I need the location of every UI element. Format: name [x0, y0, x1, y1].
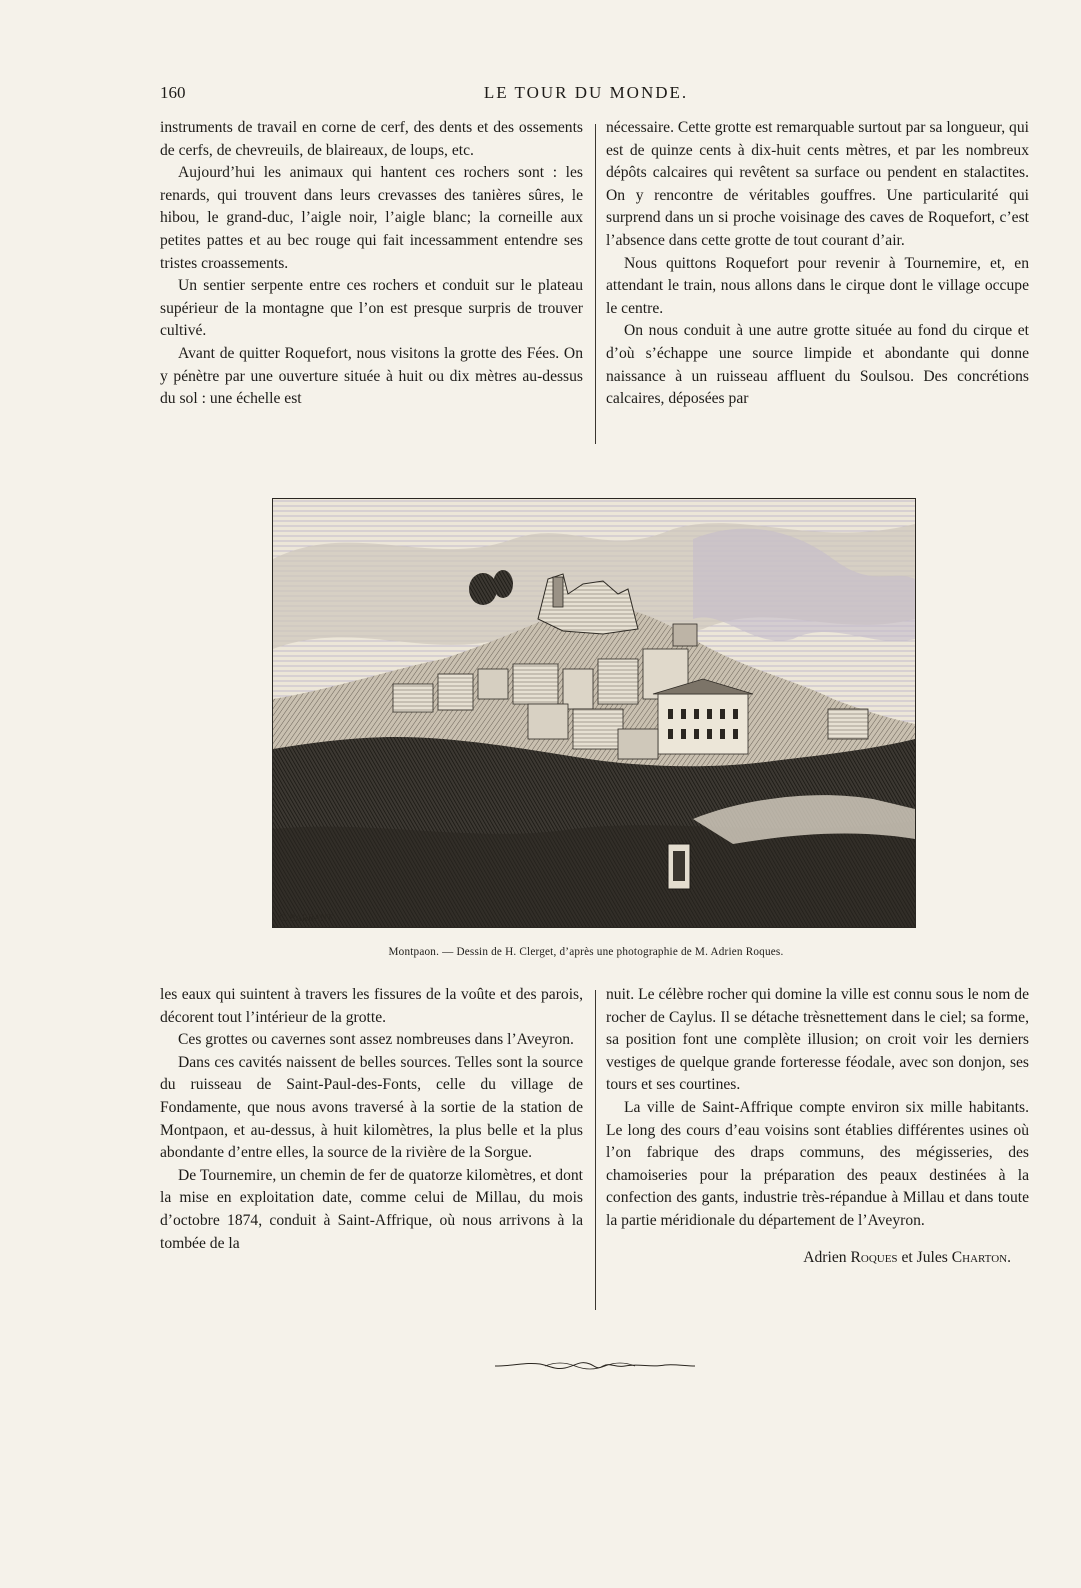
paragraph: La ville de Saint-Affrique compte environ six mille habitants. Le long des cours d’eau voisins sont établies différentes usines où l’on fabrique des draps communs, des mégisseries, des chamoiseries pour la préparation des peaux destinées à la confection des gants, industrie très-répandue à Millau et dans toute la partie méridionale du département de l’Aveyron. [606, 1098, 1029, 1229]
author-first-name: Jules [916, 1248, 948, 1266]
paragraph: Nous quittons Roquefort pour revenir à Tournemire, et, en attendant le train, nous allons dans le cirque dont le village occupe le centre. [606, 254, 1029, 317]
paragraph: Un sentier serpente entre ces rochers et conduit sur le plateau supérieur de la montagne que l’on est presque surpris de trouver cultivé. [160, 277, 583, 340]
engraving-montpaon [272, 498, 916, 928]
text-column-bottom-left [160, 984, 583, 1255]
column-rule [595, 124, 596, 444]
paragraph: les eaux qui suintent à travers les fissures de la voûte et des parois, décorent tout l’intérieur de la grotte. [160, 986, 583, 1026]
engraver-signature: C. BARBANT [279, 913, 333, 923]
page-number: 160 [160, 83, 186, 102]
paragraph: Aujourd’hui les animaux qui hantent ces rochers sont : les renards, qui trouvent dans leurs crevasses des tanières sûres, le hibou, le grand-duc, l’aigle noir, l’aigle blanc; la corneille aux petites pattes et au bec rouge qui fait incessamment entendre ses tristes croassements. [160, 164, 583, 272]
text-column-top-right [606, 117, 1029, 411]
running-title: LE TOUR DU MONDE. [483, 83, 689, 102]
paragraph: De Tournemire, un chemin de fer de quatorze kilomètres, et dont la mise en exploitation date, comme celui de Millau, du mois d’octobre 1874, conduit à Saint-Affrique, où nous arrivons à la tombée de la [160, 1166, 583, 1252]
paragraph: nuit. Le célèbre rocher qui domine la ville est connu sous le nom de rocher de Caylus. Il se détache trèsnettement dans le ciel; sa forme, sa position font une complète illusion; on croit voir les derniers vestiges de quelque grande forteresse féodale, avec son donjon, ses tours et ses courtines. [606, 986, 1029, 1094]
signature-conjunction: et [901, 1248, 913, 1266]
author-first-name: Adrien [803, 1248, 847, 1266]
figure-caption: Montpaon. — Dessin de H. Clerget, d’après une photographie de M. Adrien Roques. [388, 946, 784, 958]
author-last-name: Charton. [951, 1248, 1011, 1266]
paragraph: Ces grottes ou cavernes sont assez nombreuses dans l’Aveyron. [178, 1031, 574, 1049]
paragraph: instruments de travail en corne de cerf, des dents et des ossements de cerfs, de chevreuils, de blaireaux, de loups, etc. [160, 119, 583, 159]
paragraph: nécessaire. Cette grotte est remarquable surtout par sa longueur, qui est de quinze cents à dix-huit cents mètres, et par les nombreux dépôts calcaires qui revêtent sa surface ou pendent en stalactites. On y rencontre de véritables gouffres. Une particularité qui surprend dans un si proche voisinage des caves de Roquefort, c’est l’absence dans cette grotte de tout courant d’air. [606, 119, 1029, 249]
page-header [160, 83, 1012, 109]
paragraph: On nous conduit à une autre grotte située au fond du cirque et d’où s’échappe une source limpide et abondante qui donne naissance à un ruisseau affluent du Soulsou. Des concrétions calcaires, déposées par [606, 322, 1029, 408]
author-last-name: Roques [850, 1248, 898, 1266]
author-signature [606, 1247, 1029, 1270]
end-ornament [495, 1356, 695, 1376]
paragraph: Dans ces cavités naissent de belles sources. Telles sont la source du ruisseau de Saint-Paul-des-Fonts, celle du village de Fondamente, que nous avons traversé à la sortie de la station de Montpaon, et au-dessus, à huit kilomètres, la plus belle et la plus abondante d’entre elles, la source de la rivière de la Sorgue. [160, 1053, 583, 1162]
column-rule [595, 990, 596, 1310]
text-column-top-left [160, 117, 583, 411]
text-column-bottom-right [606, 984, 1029, 1269]
paragraph: Avant de quitter Roquefort, nous visitons la grotte des Fées. On y pénètre par une ouverture située à huit ou dix mètres au-dessus du sol : une échelle est [160, 344, 583, 408]
